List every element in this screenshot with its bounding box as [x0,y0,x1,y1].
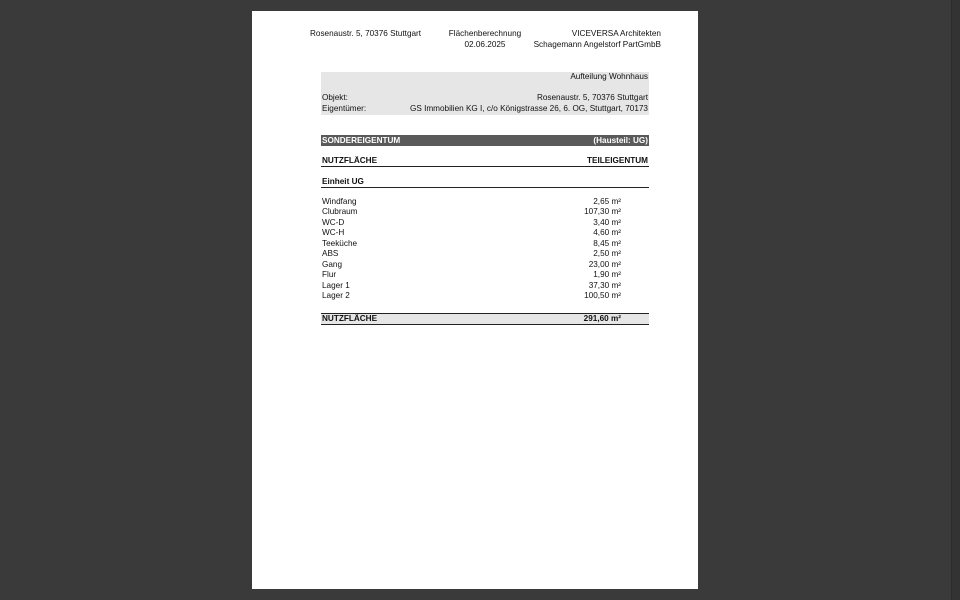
room-name: ABS [322,249,339,259]
header-firm [534,28,661,50]
room-list [321,197,649,301]
room-name: Gang [322,259,343,269]
room-name: Lager 2 [322,290,350,300]
column-header-row [321,155,649,166]
objekt-value: Rosenaustr. 5, 70376 Stuttgart [536,93,648,102]
header-firm-line1: VICEVERSA Architekten [571,29,661,38]
room-area: 4,60 m² [593,228,621,238]
divider [321,166,649,167]
header-firm-line2: Schagemann Angelstorf PartGmbB [533,40,661,49]
room-name: Lager 1 [322,280,350,290]
room-area: 107,30 m² [584,207,621,217]
viewer-scrollbar[interactable] [951,0,960,600]
room-area: 2,65 m² [593,197,621,206]
room-name: Windfang [322,197,357,206]
header-doc-title: Flächenberechnung [448,29,522,38]
room-name: Clubraum [322,207,358,217]
room-area: 23,00 m² [588,259,621,269]
room-name: Flur [322,270,337,280]
list-item [321,291,649,301]
list-item [321,239,649,249]
list-item [321,228,649,238]
list-item [321,249,649,259]
list-item [321,218,649,228]
info-title: Aufteilung Wohnhaus [570,72,648,81]
header-title-block [432,28,538,50]
room-area: 37,30 m² [588,280,621,290]
room-name: WC-H [322,228,345,238]
total-value: 291,60 m² [583,314,621,323]
room-area: 1,90 m² [593,270,621,280]
eigentuemer-label: Eigentümer: [322,104,367,113]
room-area: 100,50 m² [584,290,621,300]
room-area: 8,45 m² [593,238,621,248]
header-address [310,28,421,39]
room-area: 2,50 m² [593,249,621,259]
section-header-bar [321,135,649,146]
document-page [252,11,698,589]
list-item [321,270,649,280]
header-date: 02.06.2025 [464,40,506,49]
column-right-label: TEILEIGENTUM [587,156,648,165]
eigentuemer-value: GS Immobilien KG I, c/o Königstrasse 26, 6. OG, Stuttgart, 70173 [409,104,648,113]
list-item [321,281,649,291]
list-item [321,260,649,270]
section-subtitle: (Hausteil: UG) [593,136,648,145]
total-row [321,313,649,325]
list-item [321,207,649,217]
objekt-label: Objekt: [322,93,348,102]
room-name: Teeküche [322,238,358,248]
divider [321,187,649,188]
total-label: NUTZFLÄCHE [322,314,378,323]
column-left-label: NUTZFLÄCHE [322,156,378,165]
list-item [321,197,649,207]
room-area: 3,40 m² [593,217,621,227]
header-address-text: Rosenaustr. 5, 70376 Stuttgart [310,29,422,38]
section-title: SONDEREIGENTUM [322,136,401,145]
unit-heading-row [321,176,649,187]
room-name: WC-D [322,217,345,227]
info-box [321,72,649,115]
unit-heading: Einheit UG [322,177,364,186]
